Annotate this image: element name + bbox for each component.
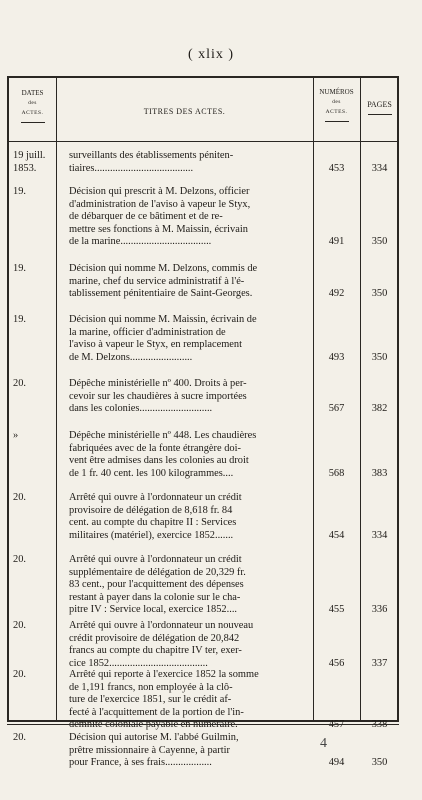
entry-numero: 567 [328, 403, 345, 415]
page-number: 4 [320, 736, 327, 751]
column-divider [56, 78, 57, 720]
entry-title-line: Décision qui nomme M. Maissin, écrivain de [69, 314, 257, 325]
entry-title [69, 554, 312, 617]
entry-numero: 492 [328, 288, 345, 300]
entry-title-line: restant à payer dans la colonie sur le cha- [69, 591, 241, 603]
header-pages-label: PAGES [367, 100, 392, 109]
entry-title-line: marine, chef du service administratif à l'é- [69, 275, 245, 287]
entry-title-line: prêtre missionnaire à Cayenne, à partir [69, 744, 230, 756]
entry-title-line: demnité coloniale payable en numéraire. [69, 719, 238, 731]
entry-title-line: ture de l'exercice 1851, sur le crédit af- [69, 694, 232, 706]
entry-numero: 454 [328, 529, 345, 541]
entry-title-line: d'administration de l'aviso à vapeur le Styx, [69, 198, 251, 210]
entry-page: 337 [371, 657, 388, 669]
entry-numero: 491 [328, 236, 345, 248]
entry-date-line: » [13, 430, 19, 441]
entry-page: 383 [371, 467, 388, 479]
entry-title-line: dans les colonies............................ [69, 403, 213, 415]
entry-title [69, 620, 312, 670]
entry-title-line: Arrêté qui ouvre à l'ordonnateur un nouveau [69, 620, 254, 631]
entry-title-line: Arrêté qui ouvre à l'ordonnateur un crédit [69, 492, 242, 503]
entry-title-line: fabriquées avec de la fonte étrangère doi- [69, 442, 241, 454]
entry-title-line: fecté à l'acquittement de la portion de l'in- [69, 706, 244, 718]
entry-title-line: francs au compte du chapitre IV ter, exer- [69, 645, 242, 657]
entry-page: 350 [371, 351, 388, 363]
entry-title [69, 263, 312, 301]
entry-date [13, 263, 55, 276]
entry-title-line: Dépêche ministérielle nº 448. Les chaudières [69, 430, 257, 441]
entry-date-line: 19 juill. [13, 150, 46, 161]
entry-date [13, 430, 55, 443]
entry-title-line: vent être admises dans les colonies au droit [69, 455, 249, 467]
entry-date-line: 19. [13, 263, 26, 274]
entry-date [13, 314, 55, 327]
entry-page: 336 [371, 604, 388, 616]
entry-date-line: 1853. [13, 162, 37, 174]
bottom-rule [7, 724, 399, 725]
entry-title-line: cent. au compte du chapitre II : Services [69, 517, 237, 529]
page-header: ( xlix ) [187, 47, 235, 62]
entry-title-line: pour France, à ses frais.................. [69, 757, 212, 769]
entry-title [69, 492, 312, 542]
entry-title-line: de 1,191 francs, non employée à la clô- [69, 681, 233, 693]
header-rule [21, 122, 45, 123]
entry-date [13, 732, 55, 745]
entry-title-line: Arrêté qui ouvre à l'ordonnateur un crédit [69, 554, 242, 565]
entry-title-line: provisoire de délégation de 8,618 fr. 84 [69, 504, 233, 516]
entry-title [69, 150, 312, 175]
entry-page: 350 [371, 757, 388, 769]
column-header-titles: TITRES DES ACTES. [143, 107, 226, 116]
entry-page: 350 [371, 288, 388, 300]
entry-page: 350 [371, 236, 388, 248]
entry-title-line: la marine, officier d'administration de [69, 326, 226, 338]
entry-page: 334 [371, 162, 388, 174]
entry-title-line: 83 cent., pour l'acquittement des dépenses [69, 579, 244, 591]
header-numeros-line3: ACTES. [325, 109, 348, 115]
entry-numero: 493 [328, 351, 345, 363]
header-divider [9, 141, 397, 142]
entry-numero: 568 [328, 467, 345, 479]
header-dates-line2: des [28, 100, 37, 106]
entry-title-line: pitre IV : Service local, exercice 1852.... [69, 604, 238, 616]
entry-title [69, 669, 312, 732]
entry-date-line: 20. [13, 554, 26, 565]
header-rule [325, 121, 349, 122]
entry-title-line: de la marine................................... [69, 236, 212, 248]
entry-title-line: l'aviso à vapeur le Styx, en remplacement [69, 339, 242, 351]
entry-date [13, 378, 55, 391]
entry-date-line: 20. [13, 620, 26, 631]
column-header-pages [360, 100, 399, 115]
entry-date-line: 19. [13, 186, 26, 197]
acts-table [7, 76, 399, 769]
entry-date-line: 20. [13, 378, 26, 389]
entry-title [69, 378, 312, 416]
entry-page: 338 [371, 719, 388, 731]
header-rule [368, 114, 392, 115]
entry-date-line: 20. [13, 492, 26, 503]
header-dates-line1: DATES [21, 89, 44, 97]
entry-date [13, 620, 55, 633]
entry-title-line: de 1 fr. 40 cent. les 100 kilogrammes.... [69, 467, 234, 479]
header-numeros-line2: des [332, 99, 341, 105]
entry-title-line: Décision qui nomme M. Delzons, commis de [69, 263, 258, 274]
entry-title-line: de M. Delzons........................ [69, 351, 193, 363]
entry-title-line: crédit provisoire de délégation de 20,842 [69, 632, 240, 644]
entry-date-line: 20. [13, 669, 26, 680]
entry-title [69, 314, 312, 364]
entry-title-line: supplémentaire de délégation de 20,329 fr. [69, 566, 246, 578]
entry-date-line: 19. [13, 314, 26, 325]
entry-numero: 457 [328, 719, 345, 731]
entry-date [13, 669, 55, 682]
entry-title-line: cevoir sur les chaudières à sucre importées [69, 390, 247, 402]
entry-title [69, 186, 312, 249]
entry-title-line: de débarquer de ce bâtiment et de re- [69, 211, 223, 223]
entry-title-line: militaires (matériel), exercice 1852....... [69, 529, 234, 541]
entry-numero: 456 [328, 657, 345, 669]
entry-date [13, 554, 55, 567]
entry-title-line: mettre ses fonctions à M. Maissin, écrivain [69, 223, 248, 235]
header-numeros-line1: NUMÉROS [319, 88, 354, 96]
entry-title-line: surveillants des établissements péniten- [69, 150, 234, 161]
entry-date [13, 492, 55, 505]
header-dates-line3: ACTES. [21, 110, 44, 116]
entry-numero: 494 [328, 757, 345, 769]
entry-title [69, 430, 312, 480]
entry-date [13, 186, 55, 199]
entry-title-line: Décision qui autorise M. l'abbé Guilmin, [69, 732, 239, 743]
column-header-dates [9, 78, 56, 123]
entry-numero: 455 [328, 604, 345, 616]
entry-title-line: Décision qui prescrit à M. Delzons, officier [69, 186, 250, 197]
entry-title-line: Arrêté qui reporte à l'exercice 1852 la somme [69, 669, 259, 680]
entry-title-line: tablissement pénitentiaire de Saint-Georges. [69, 288, 253, 300]
entry-title-line: Dépêche ministérielle nº 400. Droits à per- [69, 378, 247, 389]
entry-title-line: cice 1852...................................... [69, 657, 208, 669]
entry-title-line: tiaires...................................... [69, 162, 194, 174]
entry-page: 382 [371, 403, 388, 415]
entry-title [69, 732, 312, 770]
entry-numero: 453 [328, 162, 345, 174]
entry-page: 334 [371, 529, 388, 541]
entry-date-line: 20. [13, 732, 26, 743]
column-header-numeros [313, 78, 360, 122]
entry-date [13, 150, 55, 175]
